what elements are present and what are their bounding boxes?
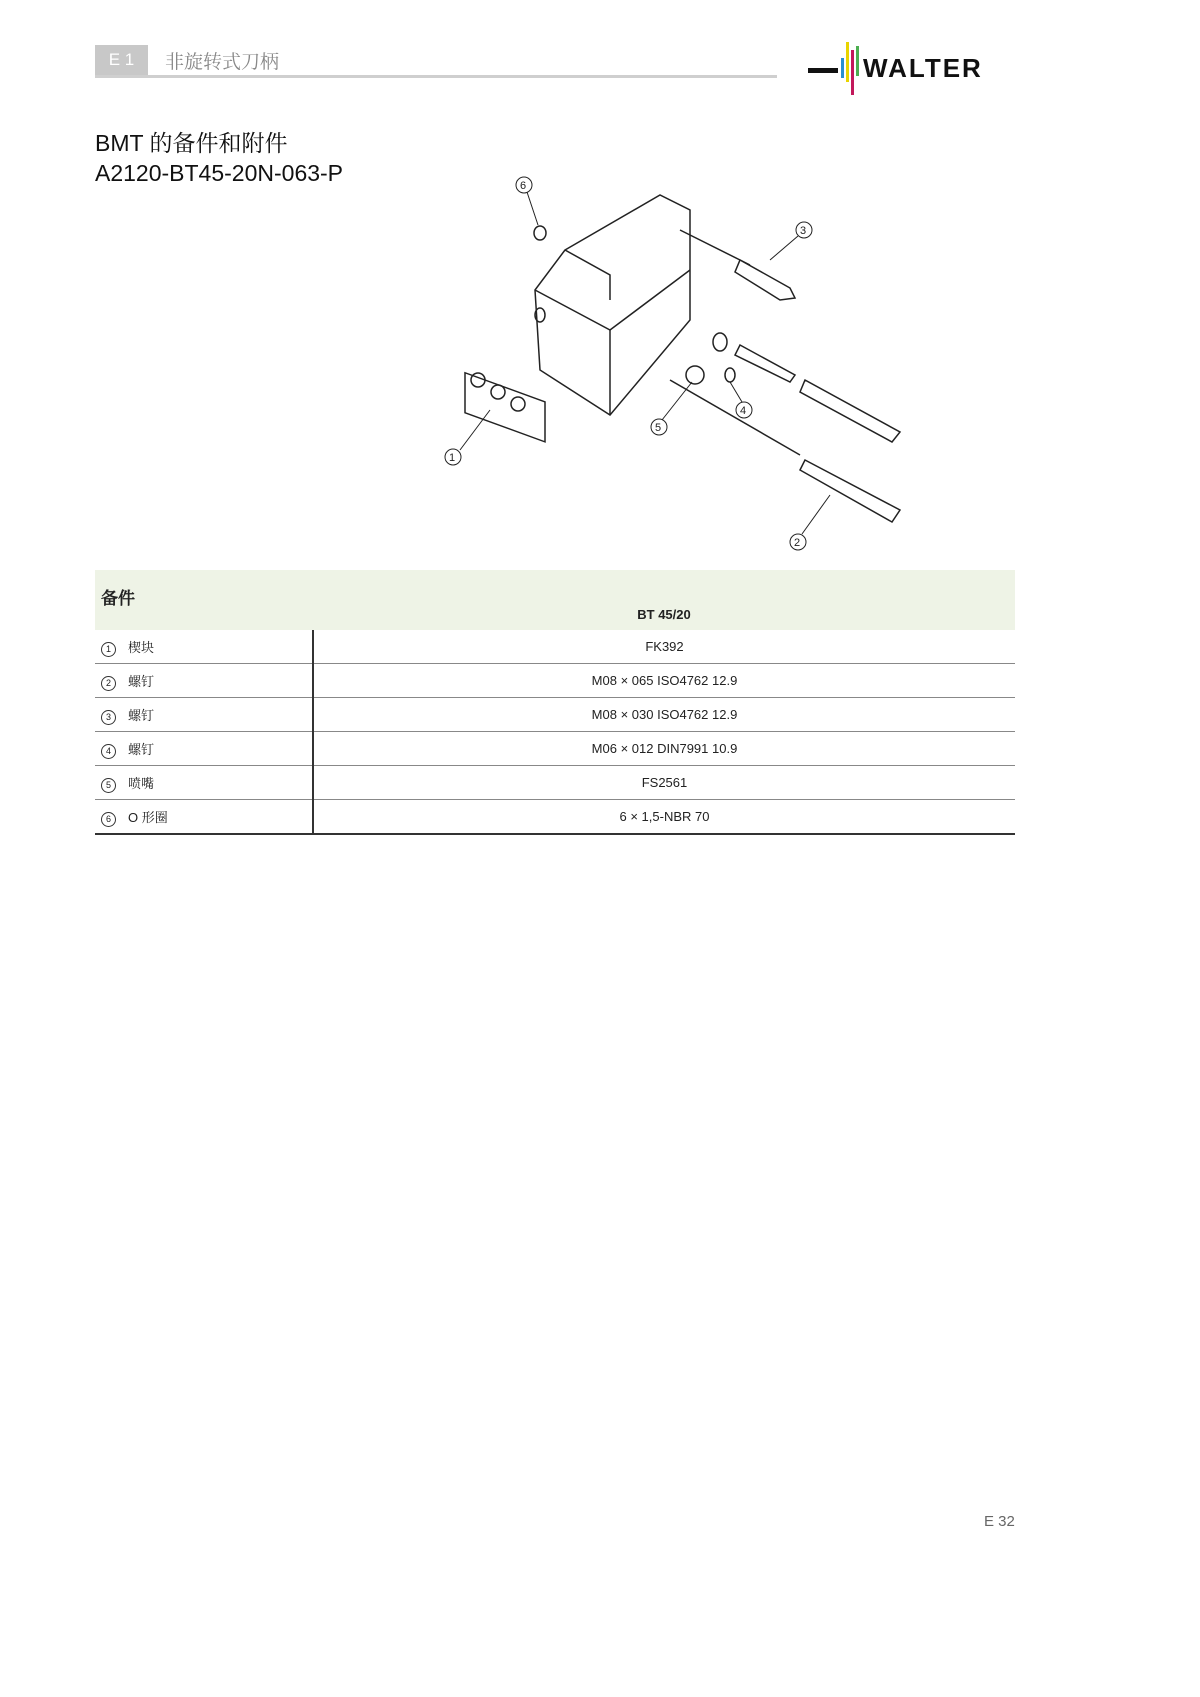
table-row: [95, 664, 1015, 698]
walter-logo: [808, 40, 1018, 100]
part-value: FK392: [313, 630, 1015, 664]
callout-2: 2: [794, 537, 801, 549]
page-number: E 32: [984, 1513, 1015, 1530]
exploded-view-drawing: [430, 170, 930, 560]
header-rule: [95, 75, 777, 78]
row-number: 6: [101, 812, 116, 827]
section-badge: E 1: [95, 45, 148, 75]
title-line1: BMT 的备件和附件: [95, 130, 288, 156]
row-number: 4: [101, 744, 116, 759]
callout-6: 6: [520, 180, 527, 192]
table-header-right: BT 45/20: [313, 570, 1015, 630]
section-title: 非旋转式刀柄: [165, 52, 280, 73]
callout-3: 3: [800, 225, 807, 237]
spare-parts-table: [95, 570, 1015, 835]
part-value: FS2561: [313, 766, 1015, 800]
table-row: [95, 698, 1015, 732]
table-row: [95, 732, 1015, 766]
part-value: 6 × 1,5-NBR 70: [313, 800, 1015, 835]
part-name: 螺钉: [128, 673, 155, 689]
part-name: 楔块: [128, 639, 155, 655]
part-name: 螺钉: [128, 741, 155, 757]
row-number: 5: [101, 778, 116, 793]
callout-1: 1: [449, 452, 456, 464]
part-name: 螺钉: [128, 707, 155, 723]
table-row: [95, 630, 1015, 664]
table-header-left: 备件: [95, 570, 313, 630]
row-number: 3: [101, 710, 116, 725]
part-value: M08 × 030 ISO4762 12.9: [313, 698, 1015, 732]
row-number: 1: [101, 642, 116, 657]
row-number: 2: [101, 676, 116, 691]
part-value: M08 × 065 ISO4762 12.9: [313, 664, 1015, 698]
part-value: M06 × 012 DIN7991 10.9: [313, 732, 1015, 766]
svg-text:WALTER: WALTER: [863, 53, 983, 83]
table-row: [95, 800, 1015, 835]
part-name: O 形圈: [128, 809, 168, 825]
table-row: [95, 766, 1015, 800]
page-title: [95, 128, 343, 188]
part-name: 喷嘴: [128, 775, 155, 791]
title-line2: A2120-BT45-20N-063-P: [95, 160, 344, 186]
callout-5: 5: [655, 422, 662, 434]
callout-4: 4: [740, 405, 747, 417]
